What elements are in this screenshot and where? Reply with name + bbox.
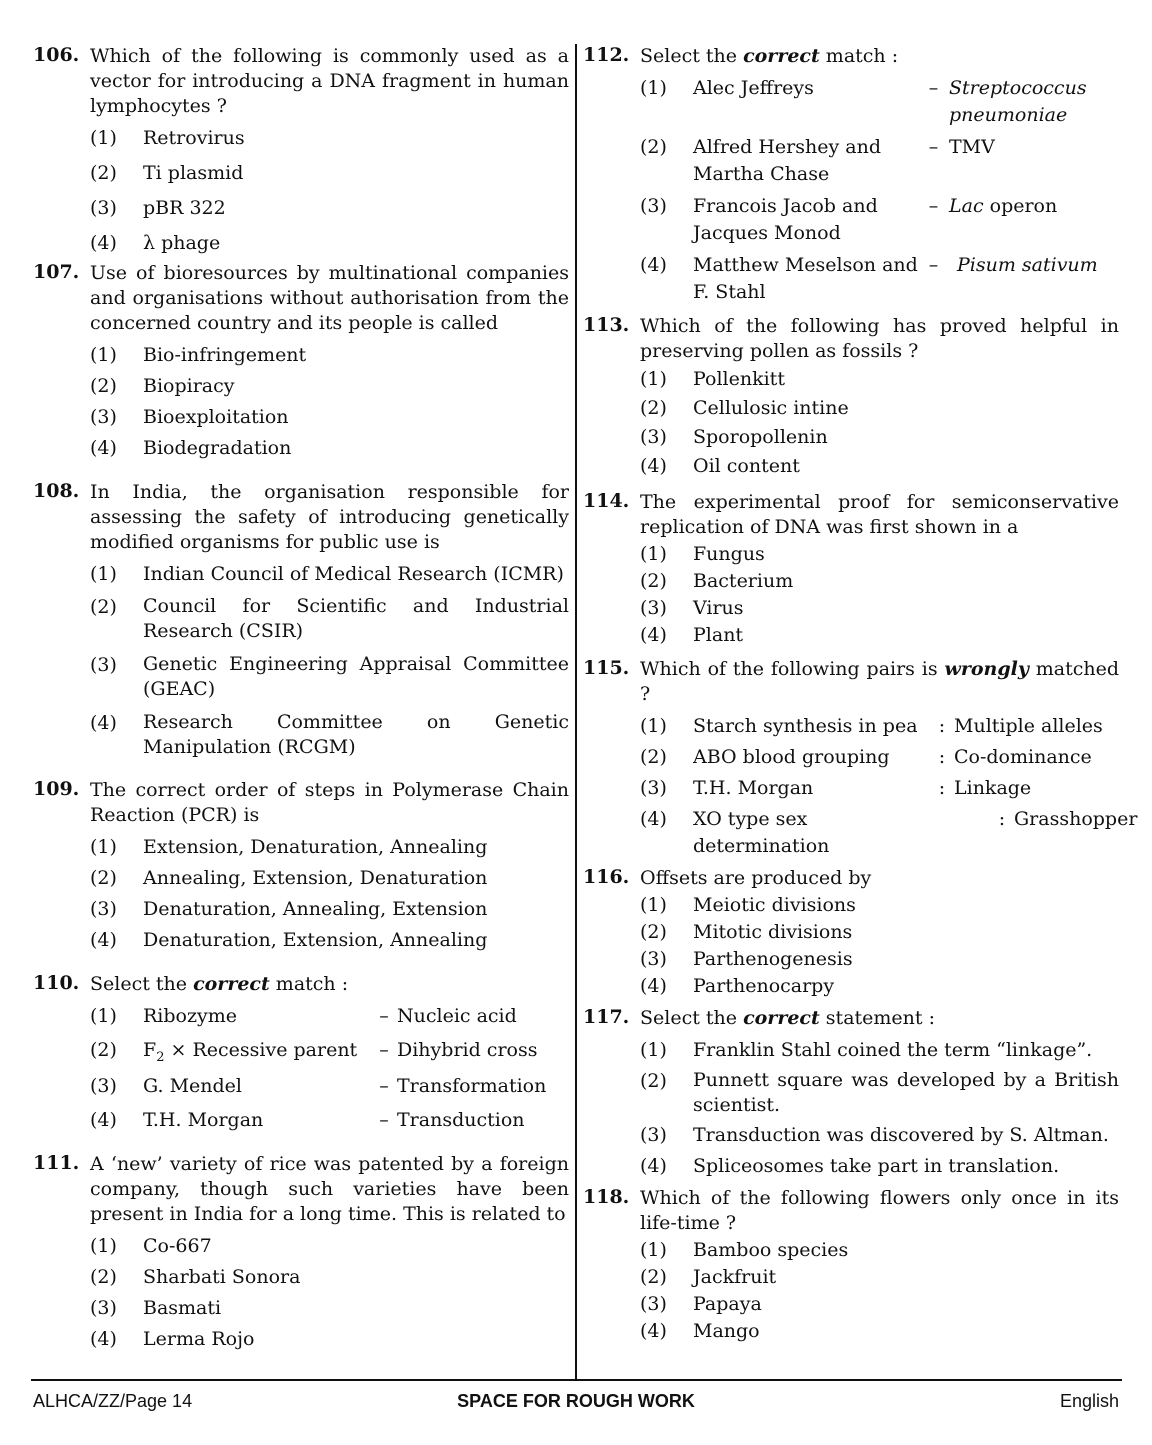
option-3[interactable]: (3) Genetic Engineering Appraisal Committee (GEAC) [90,653,569,700]
option-4[interactable]: (4) T.H. Morgan – Transduction [90,1109,525,1131]
option-1[interactable]: (1) Extension, Denaturation, Annealing [90,836,488,858]
page-footer [33,1391,1119,1413]
option-4[interactable]: (4) Matthew Meselson and F. Stahl – Pisum sativum [640,254,1098,303]
option-2[interactable]: (2) Alfred Hershey and Martha Chase – TMV [640,136,995,185]
question-number: 106. [33,44,80,66]
question-number: 107. [33,261,80,283]
question-117 [583,1006,1119,1180]
option-1[interactable]: (1) Fungus [640,543,765,565]
question-stem: In India, the organisation responsible for assessing the safety of introducing genetically modified organisms for public use is [90,481,569,553]
option-2[interactable]: (2) Jackfruit [640,1266,777,1288]
option-4[interactable]: (4) Oil content [640,455,800,477]
question-stem: Use of bioresources by multinational companies and organisations without authorisation from the concerned country and its people is called [90,262,569,334]
option-2[interactable]: (2) $F_2$ × Recessive parent – Dihybrid cross [90,1039,538,1065]
option-3[interactable]: (3) Francois Jacob and Jacques Monod – Lac operon [640,195,1058,244]
option-1[interactable]: (1) Bio-infringement [90,344,307,366]
option-2[interactable]: (2) Ti plasmid [90,162,244,184]
question-number: 116. [583,866,630,888]
option-3[interactable]: (3) Transduction was discovered by S. Altman. [640,1124,1109,1146]
question-stem: Which of the following pairs is wrongly matched ? [640,658,1119,705]
question-stem: The correct order of steps in Polymerase Chain Reaction (PCR) is [90,779,569,826]
option-3[interactable]: (3) Parthenogenesis [640,948,853,970]
option-3[interactable]: (3) Papaya [640,1293,762,1315]
question-number: 113. [583,314,630,336]
page-code: ALHCA/ZZ/Page 14 [33,1391,193,1411]
option-2[interactable]: (2) Biopiracy [90,375,235,397]
question-106 [33,44,569,257]
question-number: 117. [583,1006,630,1028]
option-3[interactable]: (3) Basmati [90,1297,222,1319]
question-110 [33,972,569,1134]
option-1[interactable]: (1) Indian Council of Medical Research (ICMR) [90,563,564,585]
language-label: English [1059,1391,1119,1411]
question-number: 112. [583,44,630,66]
question-stem: Offsets are produced by [640,867,872,889]
option-4[interactable]: (4) XO type sex determination : Grasshopper [640,808,1138,857]
option-1[interactable]: (1) Ribozyme – Nucleic acid [90,1005,517,1027]
option-4[interactable]: (4) Spliceosomes take part in translation. [640,1155,1060,1177]
option-2[interactable]: (2) Sharbati Sonora [90,1266,301,1288]
question-116 [583,866,1119,1000]
option-3[interactable]: (3) Sporopollenin [640,426,828,448]
option-1[interactable]: (1) Meiotic divisions [640,894,856,916]
option-2[interactable]: (2) Annealing, Extension, Denaturation [90,867,488,889]
option-1[interactable]: (1) Co-667 [90,1235,212,1257]
question-stem: Which of the following is commonly used as a vector for introducing a DNA fragment in human lymphocytes ? [90,45,569,117]
question-109 [33,778,569,954]
column-divider [575,44,577,1379]
option-3[interactable]: (3) Bioexploitation [90,406,289,428]
option-1[interactable]: (1) Bamboo species [640,1239,849,1261]
question-112 [583,44,1119,306]
question-number: 114. [583,490,630,512]
left-column [33,44,569,1357]
question-number: 110. [33,972,80,994]
option-1[interactable]: (1) Starch synthesis in pea : Multiple alleles [640,715,1103,737]
option-4[interactable]: (4) Plant [640,624,744,646]
option-3[interactable]: (3) G. Mendel – Transformation [90,1075,547,1097]
question-stem: Select the correct match : [640,45,899,67]
option-2[interactable]: (2) Mitotic divisions [640,921,853,943]
option-2[interactable]: (2) Bacterium [640,570,794,592]
question-111 [33,1152,569,1353]
option-2[interactable]: (2) ABO blood grouping : Co-dominance [640,746,1092,768]
rough-work-label: SPACE FOR ROUGH WORK [457,1391,695,1411]
option-3[interactable]: (3) T.H. Morgan : Linkage [640,777,1032,799]
question-number: 115. [583,657,630,679]
option-1[interactable]: (1) Alec Jeffreys – Streptococcus pneumoniae [640,77,1087,126]
question-stem: Which of the following has proved helpful in preserving pollen as fossils ? [640,315,1119,362]
question-115 [583,657,1138,860]
right-column [583,44,1138,1345]
option-3[interactable]: (3) pBR 322 [90,197,226,219]
question-108 [33,480,569,760]
question-114 [583,490,1119,649]
option-4[interactable]: (4) Research Committee on Genetic Manipulation (RCGM) [90,711,569,758]
option-1[interactable]: (1) Franklin Stahl coined the term “linkage”. [640,1039,1093,1061]
option-3[interactable]: (3) Virus [640,597,744,619]
question-number: 111. [33,1152,80,1174]
option-4[interactable]: (4) Mango [640,1320,760,1342]
option-2[interactable]: (2) Council for Scientific and Industrial Research (CSIR) [90,595,569,642]
question-stem: The experimental proof for semiconservative replication of DNA was first shown in a [640,491,1119,538]
option-1[interactable]: (1) Pollenkitt [640,368,785,390]
question-number: 108. [33,480,80,502]
option-4[interactable]: (4) λ phage [90,232,221,254]
option-4[interactable]: (4) Lerma Rojo [90,1328,255,1350]
question-stem: A ‘new’ variety of rice was patented by a foreign company, though such varieties have been present in India for a long time. This is related to [90,1153,569,1225]
option-4[interactable]: (4) Biodegradation [90,437,292,459]
option-4[interactable]: (4) Denaturation, Extension, Annealing [90,929,488,951]
option-2[interactable]: (2) Cellulosic intine [640,397,849,419]
footer-rule [31,1379,1122,1381]
option-2[interactable]: (2) Punnett square was developed by a British scientist. [640,1069,1119,1116]
question-113 [583,314,1119,480]
option-1[interactable]: (1) Retrovirus [90,127,245,149]
question-118 [583,1186,1119,1345]
option-4[interactable]: (4) Parthenocarpy [640,975,835,997]
question-107 [33,261,569,462]
question-stem: Which of the following flowers only once in its life-time ? [640,1187,1119,1234]
question-stem: Select the correct match : [90,973,349,995]
question-number: 118. [583,1186,630,1208]
option-3[interactable]: (3) Denaturation, Annealing, Extension [90,898,488,920]
question-stem: Select the correct statement : [640,1007,935,1029]
question-number: 109. [33,778,80,800]
